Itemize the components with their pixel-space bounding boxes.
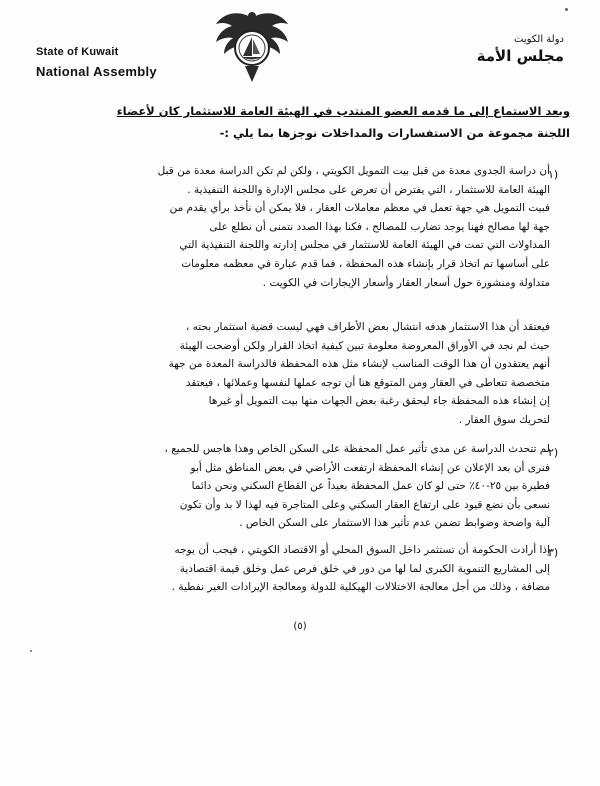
text-line: فنرى أن بعد الإعلان عن إنشاء المحفظة ارتفعت الأراضي في بعض المناطق مثل أبو bbox=[190, 461, 550, 474]
text-line: آلية واضحة وضوابط تضمن عدم تأثير هذا الاستثمار على السكن الخاص . bbox=[239, 517, 550, 530]
text-line: أن دراسة الجدوى معدة من قبل بيت التمويل الكويتي ، ولكن لم تكن الدراسة معدة من قبل bbox=[157, 165, 550, 177]
item-1-para-2 bbox=[40, 318, 550, 430]
text-line: فيعتقد أن هذا الاستثمار هدفه انتشال بعض الأطراف فهي ليست قضية استثمار بحته ، bbox=[185, 321, 550, 333]
header-national-assembly: National Assembly bbox=[36, 64, 157, 79]
text-line: متداولة ومنشورة حول أسعار العقار وأسعار الإيجارات في الكويت . bbox=[262, 276, 550, 289]
text-line: إذا أرادت الحكومة أن تستثمر داخل السوق المحلي أو الاقتصاد الكويتي ، فيجب أن يوجه bbox=[174, 544, 550, 556]
text-line: جهة لها مصالح فهنا يوجد تضارب للمصالح ، فكنا بهذا الصدد نتمنى أن نطلع على bbox=[209, 220, 550, 233]
header-english bbox=[36, 46, 157, 79]
intro-line-1: وبعد الاستماع إلى ما قدمه العضو المنتدب في الهيئة العامة للاستثمار كان لأعضاء bbox=[116, 104, 570, 118]
scan-speck bbox=[565, 8, 568, 11]
text-line: متخصصة تتعاطى في العقار ومن المتوقع هنا أن توجه عملها لنفسها وعملائها ، فيعتقد bbox=[185, 376, 550, 389]
text-line: نسعى بأن نضع قيود على ارتفاع العقار السكني وعلى المتاجرة فيه لهذا لا بد وأن تكون bbox=[179, 498, 550, 511]
text-line: الهيئة العامة للاستثمار ، التي يفترض أن تعرض على مجلس الإدارة واللجنة التنفيذية . bbox=[187, 183, 550, 196]
header-arabic bbox=[477, 34, 564, 65]
text-line: إن إنشاء هذه المحفظة جاء ليحقق رغبة بعض الجهات منها بيت التمويل أو غيرها bbox=[208, 395, 550, 408]
item-2-para-1 bbox=[40, 440, 550, 533]
text-line: أنهم يعتقدون أن هذا الوقت المناسب لإنشاء مثل هذه المحفظة فالدراسة المعدة من جهة bbox=[168, 358, 550, 371]
item-number: ٣) bbox=[548, 546, 559, 559]
intro-line-2: اللجنة مجموعة من الاستفسارات والمداخلات نوجزها بما يلي :- bbox=[219, 126, 570, 140]
intro-paragraph bbox=[40, 100, 570, 144]
text-line: على أساسها تم اتخاذ قرار بإنشاء هذه المحفظة ، فما قدم عبارة في معظمه معلومات bbox=[181, 257, 550, 270]
header-state-arabic: دولة الكويت bbox=[514, 34, 564, 45]
header-assembly-arabic: مجلس الأمة bbox=[476, 47, 564, 65]
page-number: (٥) bbox=[293, 621, 307, 632]
scan-speck bbox=[30, 650, 32, 652]
text-line: فطيرة بين ٢٥-٤٠٪ حتى لو كان عمل المحفظة بعيداً عن القطاع السكني ونحن دائما bbox=[191, 480, 550, 493]
text-line: المداولات التي تمت في الهيئة العامة للاستثمار في مجلس إدارته واللجنة التنفيذية التي bbox=[179, 239, 550, 252]
item-number: ١) bbox=[548, 168, 559, 181]
item-3-para-1 bbox=[40, 541, 550, 597]
item-1-para-1 bbox=[40, 162, 550, 292]
kuwait-emblem-icon bbox=[212, 4, 292, 86]
text-line: لم تتحدث الدراسة عن مدى تأثير عمل المحفظة على السكن الخاص وهذا هاجس للجميع ، bbox=[164, 443, 550, 455]
item-number: ٢) bbox=[548, 446, 559, 459]
text-line: لتحريك سوق العقار . bbox=[458, 413, 550, 426]
text-line: فبيت التمويل هي جهة تعمل في معظم معاملات العقار ، فلا يمكن أن نأخذ برأي يقدم من bbox=[169, 202, 550, 215]
text-line: إلى المشاريع التنموية الكبرى لما لها من دور في خلق فرص عمل وخلق قيمة اقتصادية bbox=[179, 562, 550, 575]
header-state-of-kuwait: State of Kuwait bbox=[36, 46, 119, 58]
text-line: حيث لم نجد في الأوراق المعروضة معلومة تبين كيفية اتخاذ القرار ولكن أوضحت الهيئة bbox=[179, 339, 550, 352]
text-line: مضافة ، وذلك من أجل معالجة الاختلالات الهيكلية للدولة ومعالجة الإيرادات الغير نفطية . bbox=[171, 581, 550, 594]
